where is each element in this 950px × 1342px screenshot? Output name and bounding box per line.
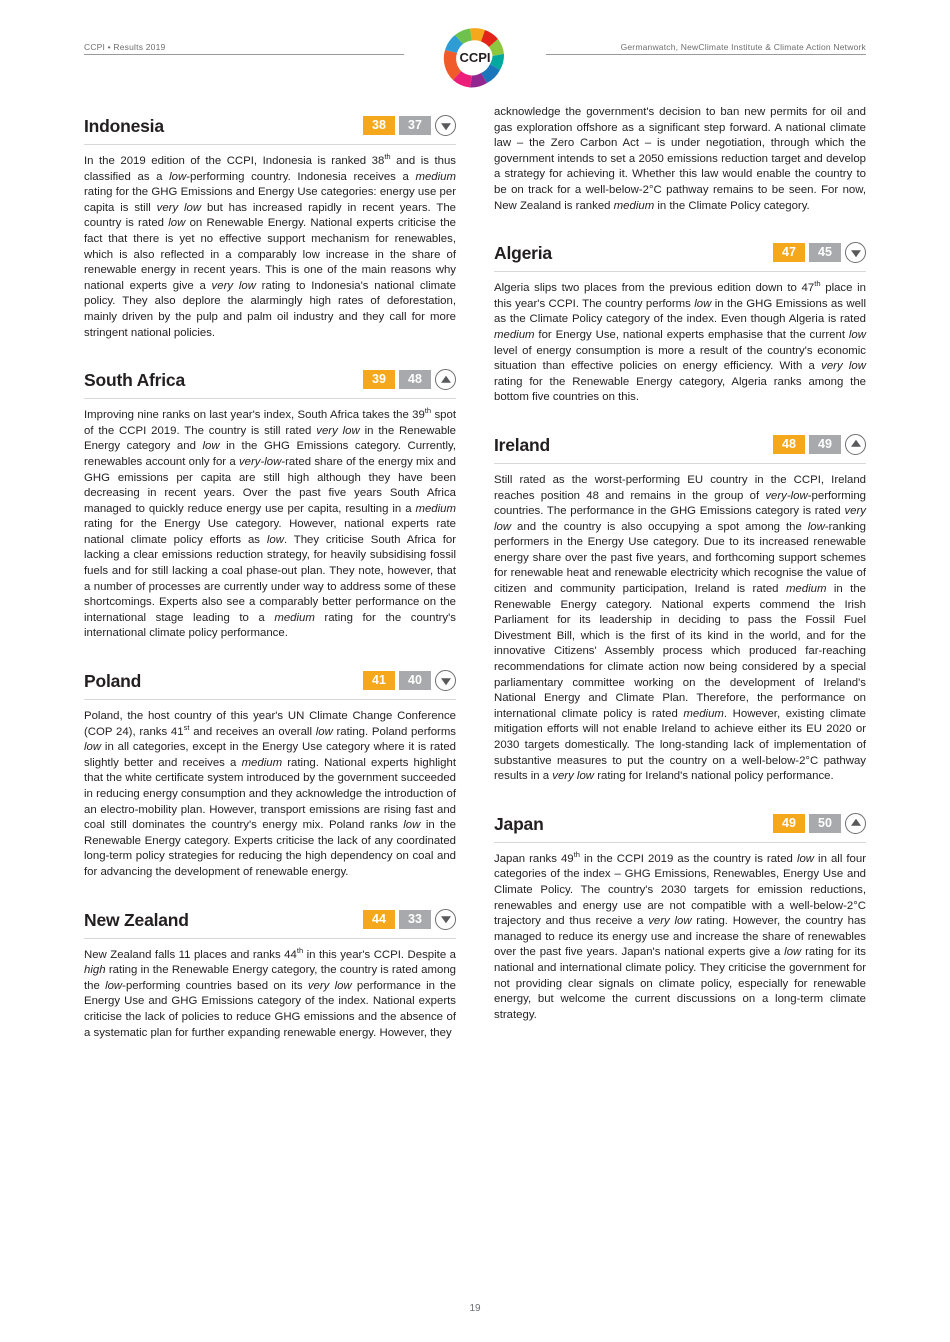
rank-current-badge: 48 <box>773 435 805 454</box>
continuation-paragraph: acknowledge the government's decision to ban new permits for oil and gas exploration offshore as a significant step forward. A national climate law – the Zero Carbon Act – is under negotiation, through which the government intends to set a 2050 emissions reduction target and develop a strategy for achieving it. Whether this law would enable the country to be on track for a well-below-2°C pathway remains to be seen. For now, New Zealand is ranked medium in the Climate Policy category. <box>494 106 866 212</box>
page-number: 19 <box>469 1303 481 1314</box>
rank-previous-badge: 50 <box>809 814 841 833</box>
rank-current-badge: 44 <box>363 910 395 929</box>
country-block-ireland <box>494 424 866 785</box>
rank-previous-badge: 37 <box>399 116 431 135</box>
trend-down-icon <box>435 115 456 136</box>
country-paragraph: Improving nine ranks on last year's index, South Africa takes the 39th spot of the CCPI 2019. The country is still rated very low in the Renewable Energy category and low in the GHG Emissions category. Currently, renewables account only for a very-low-rated share of the energy mix and GHG emissions per capita are still high although they have been decreasing in recent years. Over the past five years South Africa managed to quickly reduce energy use per capita, resulting in a medium rating for the Energy Use category. However, national experts rate national climate policy efforts as low. They criticise South Africa for lacking a clear emissions reduction strategy, for heavily subsidising fossil fuels and for still lacking a coal phase-out plan. They note, however, that a number of processes are currently under way to address some of these shortcomings. Experts also see a comparably better performance on the international stage leading to a medium rating for the country's international climate policy performance. <box>84 406 457 640</box>
rank-group <box>773 813 866 834</box>
rank-previous-badge: 33 <box>399 910 431 929</box>
rank-previous-badge: 49 <box>809 435 841 454</box>
country-block-algeria <box>494 232 866 406</box>
country-paragraph: Algeria slips two places from the previous edition down to 47th place in this year's CCPI. The country performs low in the GHG Emissions as well as the Climate Policy category of the index. Even though Algeria is rated medium for Energy Use, national experts emphasise that the current low level of energy consumption is more a result of the country's economic situation than effective policies on energy efficiency. With a very low rating for the Renewable Energy category, Algeria ranks among the bottom five countries on this. <box>494 279 866 404</box>
rank-previous-badge: 45 <box>809 243 841 262</box>
country-title: Poland <box>84 671 142 692</box>
country-block-indonesia <box>84 105 456 341</box>
country-header <box>494 803 866 843</box>
country-paragraph: Still rated as the worst-performing EU country in the CCPI, Ireland reaches position 48 and remains in the group of very-low-performing countries. The performance in the GHG Emissions category is rated very low and the country is also occupying a spot among the low-ranking performers in the Energy Use category. Due to its increased renewable energy share over the past five years, and forthcoming support schemes for renewable heat and renewable electricity which recognise the value of citizen and community participation, Ireland is rated medium in the Renewable Energy category. National experts commend the Irish Parliament for its leadership in deciding to pass the Fossil Fuel Divestment Bill, which is the first of its kind in the world, and for the innovative Citizens' Assembly process which produced far-reaching recommendations for climate action now being considered by a special parliamentary committee working on the development of Ireland's National Energy and Climate Plan. Therefore, the performance on international climate policy is rated medium. However, existing climate mitigation efforts will not enable Ireland to achieve either its EU 2020 or 2030 targets domestically. The long-standing lack of implementation of substantive measures to put the country on a well-below-2°C pathway results in a very low rating for Ireland's national policy performance. <box>494 473 867 783</box>
rank-group <box>773 434 866 455</box>
country-block-south-africa <box>84 359 456 642</box>
rank-group <box>363 115 456 136</box>
ccpi-logo-icon <box>437 20 513 96</box>
country-paragraph: In the 2019 edition of the CCPI, Indonesia is ranked 38th and is thus classified as a low-performing country. Indonesia receives a medium rating for the GHG Emissions and Energy Use categories: energy use per capita is still very low but has increased rapidly in recent years. The country is rated low on Renewable Energy. National experts criticise the fact that there is yet no effective support mechanism for renewables, which is also reflected in a comparably low increase in the share of renewable energy in recent years. This is one of the main reasons why national experts give a very low rating to Indonesia's national climate policy. They also deplore the alarmingly high rates of deforestation, mainly driven by the pulp and palm oil industry and they call for more stringent national policies. <box>84 152 456 339</box>
country-block-new-zealand <box>84 899 456 1042</box>
country-paragraph: Poland, the host country of this year's UN Climate Change Conference (COP 24), ranks 41st and receives an overall low rating. Poland performs low in all categories, except in the Energy Use category where it is rated slightly better and receives a medium rating. National experts highlight that the white certificate system introduced by the government succeeded in reducing energy consumption and they acknowledge the introduction of an electro-mobility plan. However, transport emissions are rising fast and coal still dominates the country's energy mix. Poland ranks low in the Renewable Energy category. Experts criticise the lack of any coordinated long-term policy strategies for reducing the high dependency on coal and for advancing the development of renewable energy. <box>84 710 457 878</box>
page-header <box>84 36 866 70</box>
country-title: New Zealand <box>84 909 189 930</box>
country-header <box>84 899 456 939</box>
country-block-poland <box>84 660 456 881</box>
rank-current-badge: 39 <box>363 370 395 389</box>
ccpi-logo <box>437 20 513 96</box>
rank-current-badge: 49 <box>773 814 805 833</box>
rank-group <box>363 909 456 930</box>
country-header <box>494 232 866 272</box>
country-block-japan <box>494 803 866 1024</box>
country-header <box>84 660 456 700</box>
country-title: Indonesia <box>84 116 164 136</box>
header-right-text: Germanwatch, NewClimate Institute & Climate Action Network <box>620 42 866 52</box>
country-title: Algeria <box>494 243 552 264</box>
rank-current-badge: 38 <box>363 116 395 135</box>
trend-down-icon <box>435 670 456 691</box>
country-header <box>494 424 866 464</box>
country-title: Japan <box>494 813 544 834</box>
rank-group <box>773 242 866 263</box>
country-title: South Africa <box>84 370 185 391</box>
header-rule-left <box>84 54 404 55</box>
country-header <box>84 359 456 399</box>
trend-down-icon <box>435 909 456 930</box>
header-left-text: CCPI • Results 2019 <box>84 42 166 52</box>
rank-group <box>363 670 456 691</box>
country-paragraph: New Zealand falls 11 places and ranks 44th in this year's CCPI. Despite a high rating in the Renewable Energy category, the country is rated among the low-performing countries based on its very low performance in the Energy Use and GHG Emissions category of the index. National experts criticise the lack of policies to reduce GHG emissions and the absence of a systematic plan for further expanding renewable energy. However, they <box>84 945 457 1039</box>
country-paragraph: Japan ranks 49th in the CCPI 2019 as the country is rated low in all four categories of the index – GHG Emissions, Renewables, Energy Use and Climate Policy. The country's 2030 targets for emission reductions, renewables and energy use are not compatible with a well-below-2°C trajectory and thus receive a very low rating. However, the country has managed to reduce its energy use and increase the share of renewables over the past five years. Japan's national experts give a low rating for its national and international climate policy. They criticise the government for not providing clear signals on climate policy, especially for renewable energy, but welcome the current discussions on a long-term climate strategy. <box>494 849 867 1021</box>
right-column <box>494 105 866 1041</box>
country-header <box>84 105 456 145</box>
country-title: Ireland <box>494 434 550 455</box>
rank-current-badge: 41 <box>363 671 395 690</box>
rank-previous-badge: 48 <box>399 370 431 389</box>
left-column <box>84 105 456 1059</box>
rank-group <box>363 369 456 390</box>
svg-text:CCPI: CCPI <box>459 50 491 65</box>
header-rule-right <box>546 54 866 55</box>
rank-previous-badge: 40 <box>399 671 431 690</box>
article-columns <box>84 105 866 1275</box>
trend-down-icon <box>845 242 866 263</box>
rank-current-badge: 47 <box>773 243 805 262</box>
trend-up-icon <box>845 813 866 834</box>
trend-up-icon <box>435 369 456 390</box>
trend-up-icon <box>845 434 866 455</box>
